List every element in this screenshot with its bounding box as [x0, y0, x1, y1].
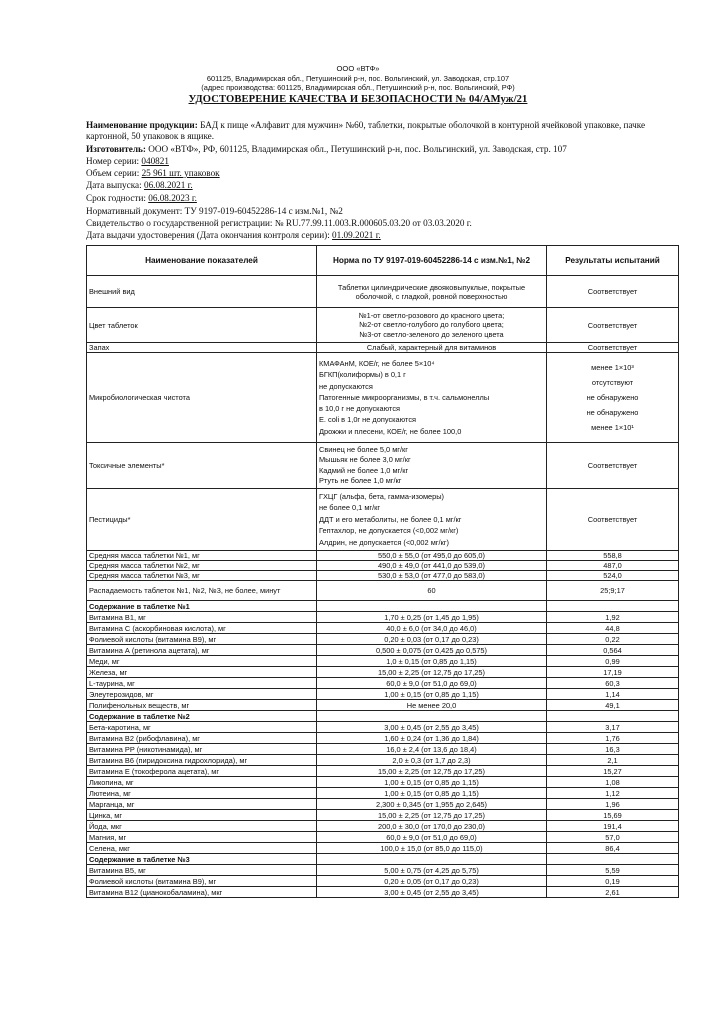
table-row: [87, 656, 679, 667]
row-norm: 60,0 ± 9,0 (от 51,0 до 69,0): [317, 678, 547, 689]
row-norm: 16,0 ± 2,4 (от 13,6 до 18,4): [317, 744, 547, 755]
series-value: 040821: [141, 156, 169, 166]
table-row: [87, 832, 679, 843]
row-result: 15,69: [547, 810, 679, 821]
table-row: [87, 722, 679, 733]
row-result: 16,3: [547, 744, 679, 755]
row-result: 25;9;17: [547, 581, 679, 601]
row-result: 2,1: [547, 755, 679, 766]
norm-line: E. coli в 1,0г не допускаются: [319, 415, 417, 425]
table-row: [87, 788, 679, 799]
table-header-row: [87, 246, 679, 276]
row-result: 86,4: [547, 843, 679, 854]
header-norm: Норма по ТУ 9197-019-60452286-14 с изм.№1, №2: [317, 246, 547, 276]
norm-line: БГКП(колиформы) в 0,1 г: [319, 370, 406, 380]
row-norm: 15,00 ± 2,25 (от 12,75 до 17,25): [317, 667, 547, 678]
series-label: Номер серии:: [86, 156, 140, 166]
row-name: Токсичные элементы*: [87, 443, 317, 489]
row-result: 0,564: [547, 645, 679, 656]
row-result: Соответствует: [547, 343, 679, 353]
table-row: [87, 821, 679, 832]
normative-line: [86, 206, 676, 217]
row-norm: 1,0 ± 0,15 (от 0,85 до 1,15): [317, 656, 547, 667]
table-row: [87, 343, 679, 353]
header-indicator: Наименование показателей: [87, 246, 317, 276]
row-norm: [317, 353, 547, 443]
row-result: 15,27: [547, 766, 679, 777]
row-norm: 1,00 ± 0,15 (от 0,85 до 1,15): [317, 689, 547, 700]
section-title: Содержание в таблетке №1: [87, 601, 317, 612]
company-address: 601125, Владимирская обл., Петушинский р-н, пос. Вольгинский, ул. Заводская, стр.107: [206, 74, 510, 83]
quality-table: [86, 245, 679, 898]
row-name: Железа, мг: [87, 667, 317, 678]
row-name: Витамина В2 (рибофлавина), мг: [87, 733, 317, 744]
table-row: [87, 443, 679, 489]
table-row: [87, 678, 679, 689]
table-row: [87, 645, 679, 656]
table-row: [87, 561, 679, 571]
result-line: не обнаружено: [586, 408, 639, 417]
product-value: БАД к пище «Алфавит для мужчин» №60, таблетки, покрытые оболочкой в контурной ячейковой упаковке, пачке картонной, 50 упаковок в ящике.: [86, 120, 646, 141]
table-row: [87, 876, 679, 887]
release-label: Дата выпуска:: [86, 180, 142, 190]
row-norm: 3,00 ± 0,45 (от 2,55 до 3,45): [317, 887, 547, 898]
row-result: 60,3: [547, 678, 679, 689]
release-line: [86, 180, 676, 191]
row-name: Цинка, мг: [87, 810, 317, 821]
row-result: 44,8: [547, 623, 679, 634]
norm-line: №3-от светло-зеленого до зеленого цвета: [359, 329, 504, 339]
product-label: Наименование продукции:: [86, 120, 198, 130]
row-result: 1,92: [547, 612, 679, 623]
row-name: Магния, мг: [87, 832, 317, 843]
row-name: Распадаемость таблеток №1, №2, №3, не более, минут: [87, 581, 317, 601]
row-norm: 200,0 ± 30,0 (от 170,0 до 230,0): [317, 821, 547, 832]
norm-line: №1-от светло-розового до красного цвета;: [358, 311, 505, 321]
row-name: Элеутерозидов, мг: [87, 689, 317, 700]
result-line: не обнаружено: [586, 393, 639, 402]
row-norm: 100,0 ± 15,0 (от 85,0 до 115,0): [317, 843, 547, 854]
row-name: Фолиевой кислоты (витамина В9), мг: [87, 634, 317, 645]
registration-value: № RU.77.99.11.003.R.000605.03.20 от 03.03.2020 г.: [274, 218, 472, 228]
row-norm: 60: [317, 581, 547, 601]
row-result: 1,76: [547, 733, 679, 744]
row-result: 0,22: [547, 634, 679, 645]
manufacturer-line: [86, 144, 676, 155]
expiry-label: Срок годности:: [86, 193, 146, 203]
registration-label: Свидетельство о государственной регистрации:: [86, 218, 273, 228]
norm-line: ГХЦГ (альфа, бета, гамма-изомеры): [319, 491, 445, 501]
section-empty-cell: [317, 711, 547, 722]
row-norm: [317, 308, 547, 343]
row-name: Средняя масса таблетки №2, мг: [87, 561, 317, 571]
row-name: Фолиевой кислоты (витамина В9), мг: [87, 876, 317, 887]
row-result: 524,0: [547, 571, 679, 581]
row-result: [547, 353, 679, 443]
product-line: [86, 120, 676, 141]
norm-line: не более 0,1 мг/кг: [319, 503, 381, 513]
row-result: 2,61: [547, 887, 679, 898]
row-norm: 550,0 ± 55,0 (от 495,0 до 605,0): [317, 551, 547, 561]
table-row: [87, 799, 679, 810]
issue-label: Дата выдачи удостоверения (Дата окончания контроля серии):: [86, 230, 330, 240]
row-name: Селена, мкг: [87, 843, 317, 854]
row-name: L-таурина, мг: [87, 678, 317, 689]
header-result: Результаты испытаний: [547, 246, 679, 276]
row-result: 17,19: [547, 667, 679, 678]
row-name: Витамина В1, мг: [87, 612, 317, 623]
table-row: [87, 623, 679, 634]
norm-line: Дрожжи и плесени, КОЕ/г, не более 100,0: [319, 426, 462, 436]
row-result: Соответствует: [547, 308, 679, 343]
row-norm: Не менее 20,0: [317, 700, 547, 711]
norm-line: в 10,0 г не допускаются: [319, 404, 401, 414]
row-norm: 15,00 ± 2,25 (от 12,75 до 17,25): [317, 810, 547, 821]
norm-line: Кадмий не более 1,0 мг/кг: [319, 465, 409, 475]
table-row: [87, 489, 679, 551]
table-row: [87, 276, 679, 308]
norm-line: Патогенные микроорганизмы, в т.ч. сальмонеллы: [319, 392, 490, 402]
row-norm: 1,60 ± 0,24 (от 1,36 до 1,84): [317, 733, 547, 744]
row-name: Меди, мг: [87, 656, 317, 667]
result-line: менее 1×10¹: [591, 423, 634, 432]
table-row: [87, 634, 679, 645]
row-norm: 1,00 ± 0,15 (от 0,85 до 1,15): [317, 788, 547, 799]
row-norm: 3,00 ± 0,45 (от 2,55 до 3,45): [317, 722, 547, 733]
row-result: 5,59: [547, 865, 679, 876]
row-name: Витамина В6 (пиридоксина гидрохлорида), мг: [87, 755, 317, 766]
row-norm: 2,0 ± 0,3 (от 1,7 до 2,3): [317, 755, 547, 766]
production-address: (адрес производства: 601125, Владимирская обл., Петушинский р-н, пос. Вольгинский, РФ): [201, 83, 515, 92]
row-norm: 40,0 ± 6,0 (от 34,0 до 46,0): [317, 623, 547, 634]
registration-line: [86, 218, 676, 229]
section-title: Содержание в таблетке №3: [87, 854, 317, 865]
table-row: [87, 353, 679, 443]
table-row: [87, 755, 679, 766]
table-row: [87, 887, 679, 898]
release-value: 06.08.2021 г.: [143, 180, 193, 190]
row-norm: 1,70 ± 0,25 (от 1,45 до 1,95): [317, 612, 547, 623]
norm-line: №2-от светло-голубого до голубого цвета;: [359, 320, 504, 330]
manufacturer-label: Изготовитель:: [86, 144, 146, 154]
section-empty-cell: [317, 601, 547, 612]
norm-line: КМАФАнМ, КОЕ/г, не более 5×10⁴: [319, 359, 435, 369]
section-empty-cell: [547, 601, 679, 612]
row-name: Марганца, мг: [87, 799, 317, 810]
result-line: менее 1×10³: [591, 363, 634, 372]
company-name: ООО «ВТФ»: [336, 64, 380, 73]
expiry-value: 06.08.2023 г.: [148, 193, 197, 203]
table-row: [87, 612, 679, 623]
row-norm: Слабый, характерный для витаминов: [317, 343, 547, 353]
row-norm: 2,300 ± 0,345 (от 1,955 до 2,645): [317, 799, 547, 810]
row-name: Витамина Е (токоферола ацетата), мг: [87, 766, 317, 777]
row-result: 1,12: [547, 788, 679, 799]
series-line: [86, 156, 676, 167]
row-norm: 1,00 ± 0,15 (от 0,85 до 1,15): [317, 777, 547, 788]
row-norm: 0,20 ± 0,05 (от 0,17 до 0,23): [317, 876, 547, 887]
row-name: Внешний вид: [87, 276, 317, 308]
table-row: [87, 777, 679, 788]
table-row: [87, 551, 679, 561]
row-result: 487,0: [547, 561, 679, 571]
row-result: Соответствует: [547, 489, 679, 551]
volume-line: [86, 168, 676, 179]
section-row: [87, 854, 679, 865]
norm-line: Мышьяк не более 3,0 мг/кг: [319, 455, 411, 464]
section-title: Содержание в таблетке №2: [87, 711, 317, 722]
row-norm: [317, 443, 547, 489]
expiry-line: [86, 193, 676, 204]
manufacturer-value: ООО «ВТФ», РФ, 601125, Владимирская обл., Петушинский р-н, пос. Вольгинский, ул. Заводская, стр. 107: [148, 144, 567, 154]
row-name: Витамина А (ретинола ацетата), мг: [87, 645, 317, 656]
row-norm: 490,0 ± 49,0 (от 441,0 до 539,0): [317, 561, 547, 571]
norm-line: Алдрин, не допускается (<0,002 мг/кг): [319, 537, 449, 547]
row-result: 191,4: [547, 821, 679, 832]
row-norm: Таблетки цилиндрические двояковыпуклые, покрытые оболочкой, с гладкой, ровной поверхностью: [317, 276, 547, 308]
row-name: Витамина PP (никотинамида), мг: [87, 744, 317, 755]
table-row: [87, 733, 679, 744]
normative-value: ТУ 9197-019-60452286-14 с изм.№1, №2: [184, 206, 343, 216]
table-row: [87, 581, 679, 601]
norm-line: ДДТ и его метаболиты, не более 0,1 мг/кг: [319, 514, 462, 524]
row-result: 3,17: [547, 722, 679, 733]
issue-line: [86, 230, 676, 241]
row-result: 0,99: [547, 656, 679, 667]
norm-line: Гептахлор, не допускается (<0,002 мг/кг): [319, 526, 459, 536]
row-norm: 0,500 ± 0,075 (от 0,425 до 0,575): [317, 645, 547, 656]
row-name: Витамина В5, мг: [87, 865, 317, 876]
row-result: Соответствует: [547, 443, 679, 489]
section-empty-cell: [317, 854, 547, 865]
norm-line: Свинец не более 5,0 мг/кг: [319, 444, 408, 454]
table-row: [87, 667, 679, 678]
row-norm: [317, 489, 547, 551]
row-norm: 5,00 ± 0,75 (от 4,25 до 5,75): [317, 865, 547, 876]
row-result: 1,08: [547, 777, 679, 788]
table-row: [87, 571, 679, 581]
row-name: Витамина С (аскорбиновая кислота), мг: [87, 623, 317, 634]
row-name: Микробиологическая чистота: [87, 353, 317, 443]
table-row: [87, 700, 679, 711]
row-name: Витамина В12 (цианокобаламина), мкг: [87, 887, 317, 898]
volume-value: 25 961 шт. упаковок: [141, 168, 220, 178]
row-name: Ликопина, мг: [87, 777, 317, 788]
row-result: 57,0: [547, 832, 679, 843]
table-row: [87, 689, 679, 700]
section-empty-cell: [547, 854, 679, 865]
table-row: [87, 843, 679, 854]
normative-label: Нормативный документ:: [86, 206, 183, 216]
row-result: Соответствует: [547, 276, 679, 308]
row-norm: 15,00 ± 2,25 (от 12,75 до 17,25): [317, 766, 547, 777]
norm-line: не допускаются: [319, 381, 373, 391]
section-row: [87, 601, 679, 612]
section-empty-cell: [547, 711, 679, 722]
row-name: Цвет таблеток: [87, 308, 317, 343]
row-result: 0,19: [547, 876, 679, 887]
table-row: [87, 766, 679, 777]
row-norm: 0,20 ± 0,03 (от 0,17 до 0,23): [317, 634, 547, 645]
row-name: Йода, мкг: [87, 821, 317, 832]
norm-line: Ртуть не более 1,0 мг/кг: [319, 476, 402, 485]
row-name: Средняя масса таблетки №1, мг: [87, 551, 317, 561]
row-name: Пестициды*: [87, 489, 317, 551]
row-name: Запах: [87, 343, 317, 353]
issue-value: 01.09.2021 г.: [332, 230, 381, 240]
table-row: [87, 308, 679, 343]
table-row: [87, 865, 679, 876]
result-line: отсутствуют: [591, 378, 634, 387]
volume-label: Объем серии:: [86, 168, 140, 178]
row-norm: 60,0 ± 9,0 (от 51,0 до 69,0): [317, 832, 547, 843]
row-name: Бета-каротина, мг: [87, 722, 317, 733]
row-result: 558,8: [547, 551, 679, 561]
row-name: Лютеина, мг: [87, 788, 317, 799]
row-name: Полифенольных веществ, мг: [87, 700, 317, 711]
document-title: УДОСТОВЕРЕНИЕ КАЧЕСТВА И БЕЗОПАСНОСТИ № 04/АМуж/21: [188, 94, 528, 105]
row-result: 1,14: [547, 689, 679, 700]
section-row: [87, 711, 679, 722]
row-result: 49,1: [547, 700, 679, 711]
table-row: [87, 744, 679, 755]
row-result: 1,96: [547, 799, 679, 810]
row-norm: 530,0 ± 53,0 (от 477,0 до 583,0): [317, 571, 547, 581]
row-name: Средняя масса таблетки №3, мг: [87, 571, 317, 581]
table-row: [87, 810, 679, 821]
